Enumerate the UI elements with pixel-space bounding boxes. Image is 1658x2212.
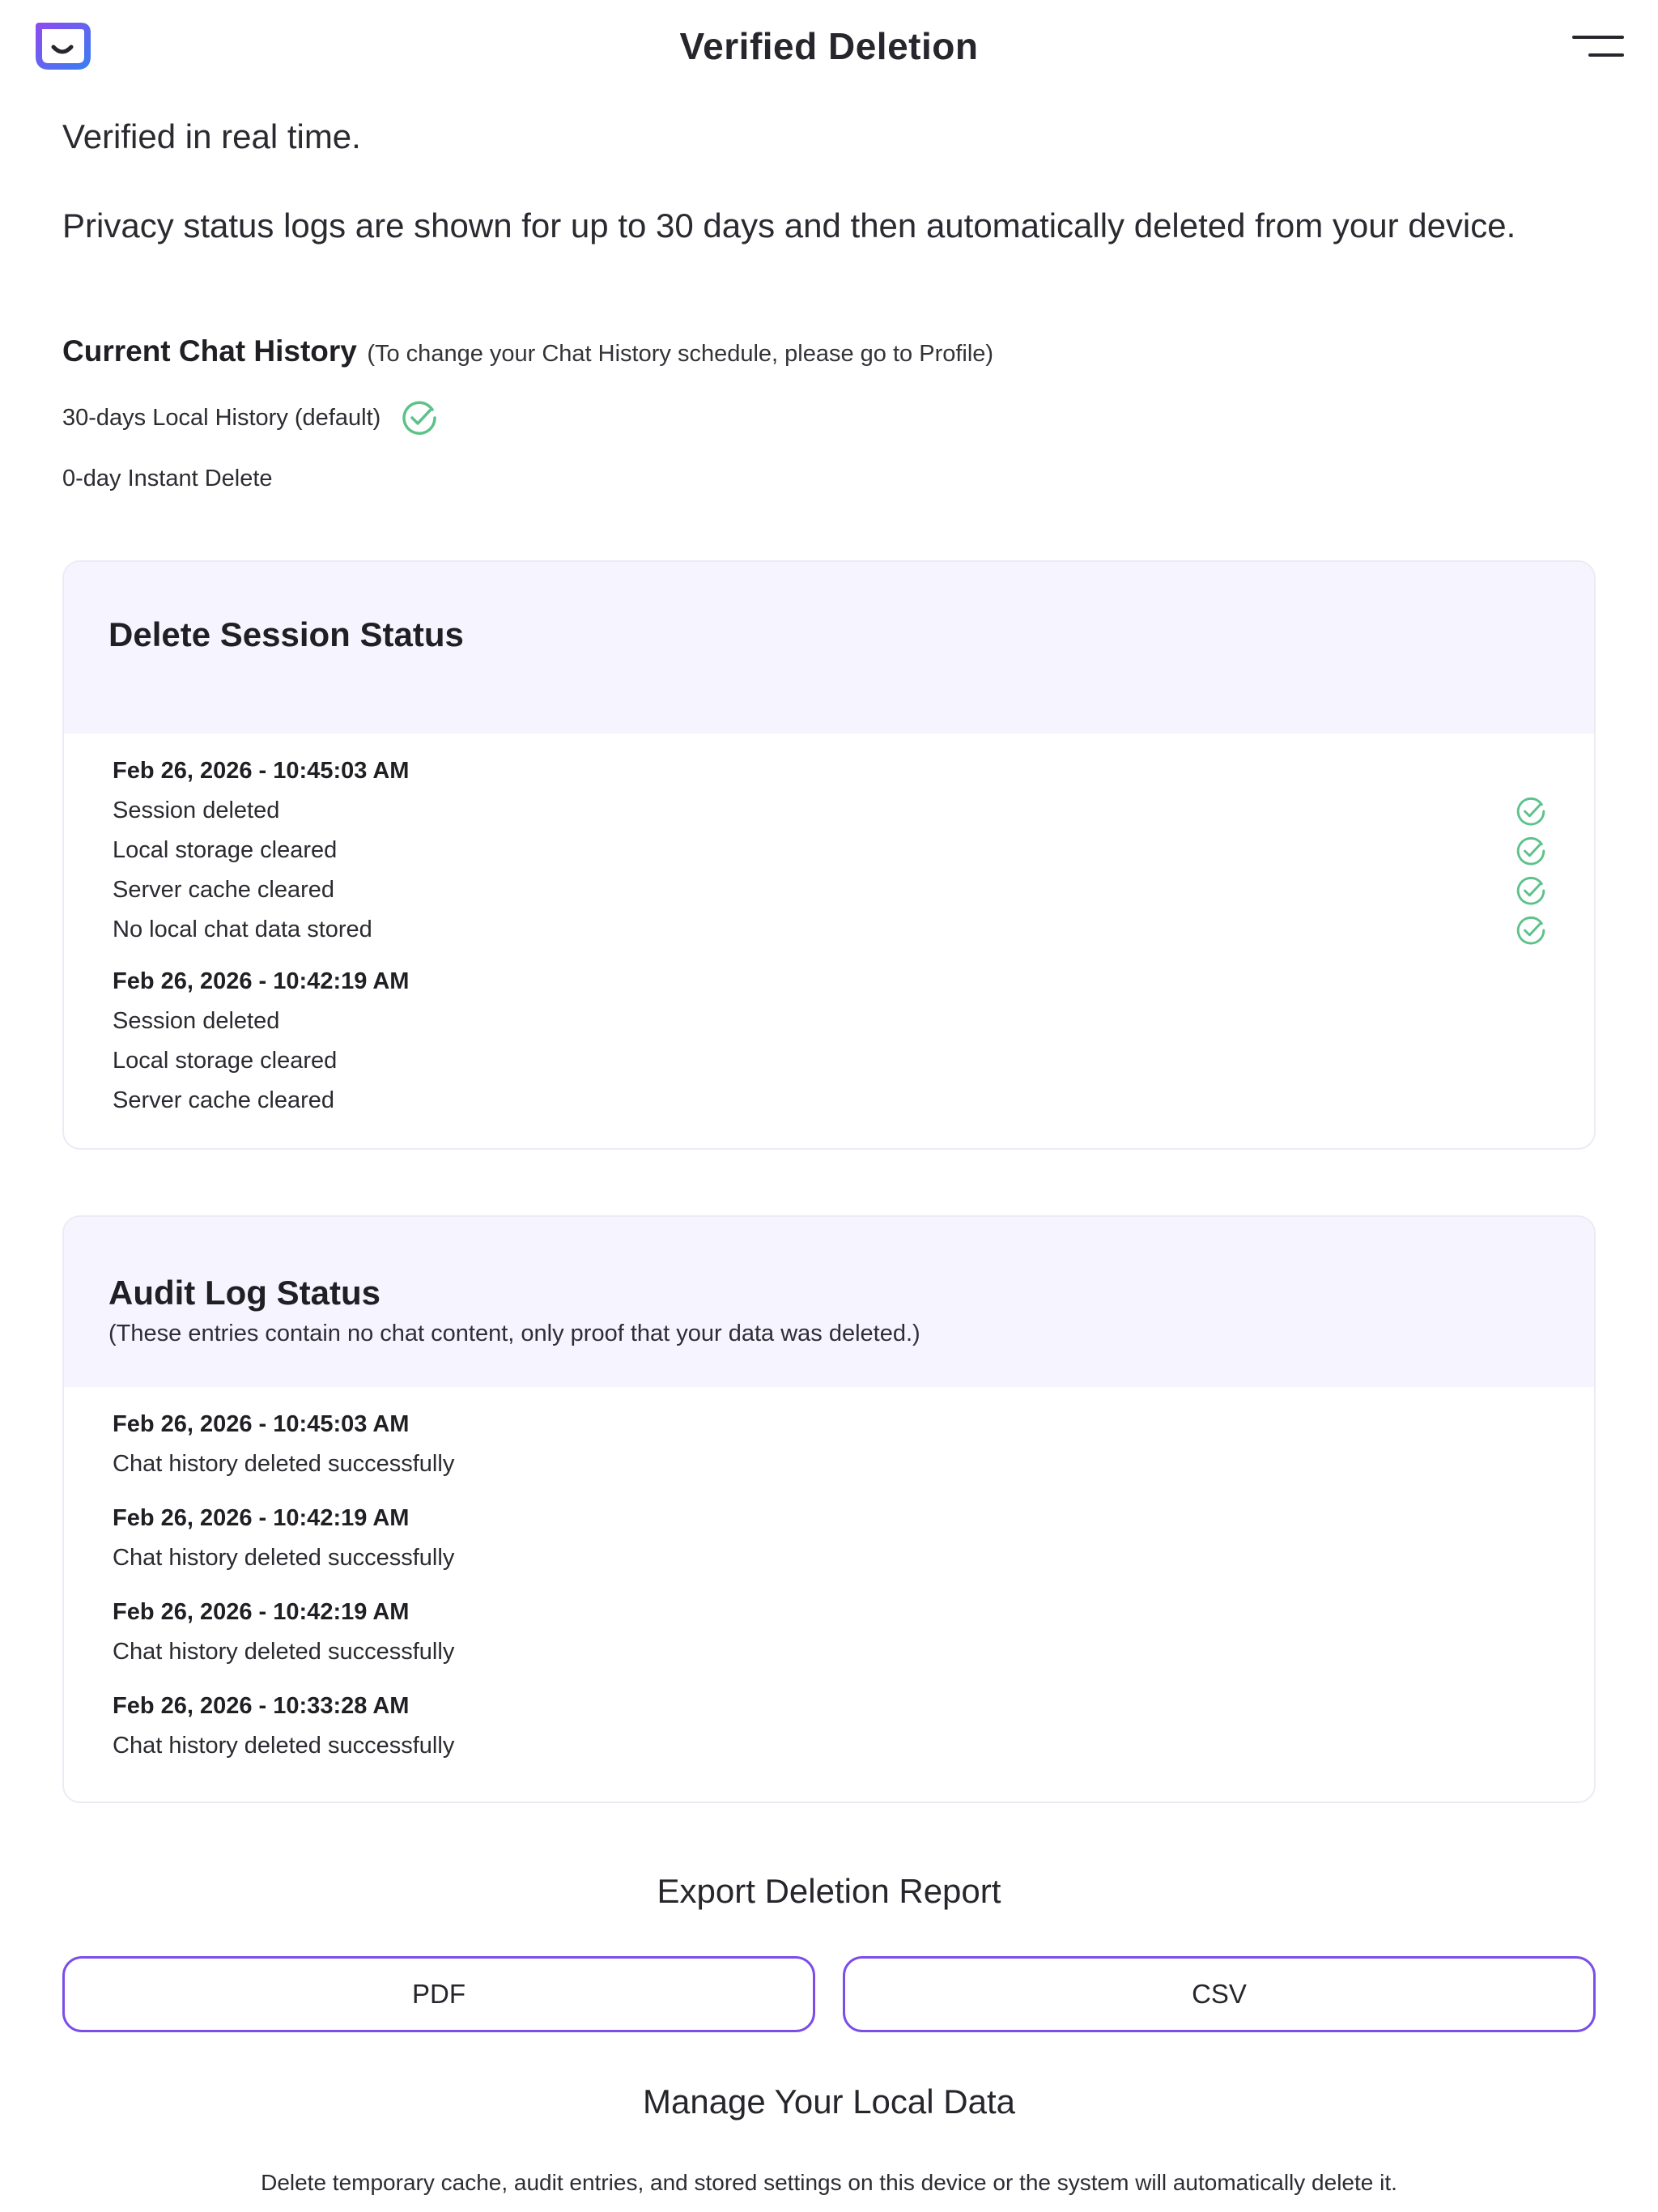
check-circle-icon (1515, 914, 1547, 946)
session-item-label: Session deleted (113, 798, 280, 823)
audit-entry (113, 1405, 1547, 1484)
page-title: Verified Deletion (679, 25, 979, 67)
chat-history-note: (To change your Chat History schedule, please go to Profile) (367, 341, 994, 367)
audit-message: Chat history deleted successfully (113, 1545, 455, 1571)
app-header (0, 0, 1658, 97)
audit-timestamp: Feb 26, 2026 - 10:45:03 AM (113, 1411, 410, 1437)
export-report-title: Export Deletion Report (657, 1872, 1001, 1910)
audit-message: Chat history deleted successfully (113, 1639, 455, 1665)
manage-data-description: Delete temporary cache, audit entries, and stored settings on this device or the system will automatically delete it. (261, 2170, 1397, 2195)
menu-icon[interactable] (1572, 32, 1624, 62)
check-circle-icon (1515, 795, 1547, 827)
session-item-label: Server cache cleared (113, 1087, 335, 1113)
audit-log-header (64, 1217, 1594, 1387)
session-timestamp: Feb 26, 2026 - 10:45:03 AM (113, 758, 410, 784)
chat-history-title: Current Chat History (62, 334, 357, 368)
session-item-label: Local storage cleared (113, 837, 338, 863)
audit-timestamp: Feb 26, 2026 - 10:42:19 AM (113, 1505, 410, 1531)
option-0-day-instant-delete[interactable] (62, 466, 273, 492)
delete-session-title: Delete Session Status (108, 615, 464, 653)
check-circle-icon (1515, 874, 1547, 907)
session-group (113, 751, 1547, 950)
audit-timestamp: Feb 26, 2026 - 10:33:28 AM (113, 1693, 410, 1719)
check-circle-icon (1515, 835, 1547, 867)
export-csv-button[interactable]: CSV (843, 1956, 1596, 2032)
session-item-label: Local storage cleared (113, 1048, 338, 1074)
audit-entry (113, 1593, 1547, 1672)
session-item-label: Session deleted (113, 1008, 280, 1034)
check-circle-icon (400, 398, 439, 437)
session-item (113, 791, 1547, 831)
option-label: 0-day Instant Delete (62, 466, 273, 491)
audit-log-card (62, 1215, 1596, 1803)
audit-log-subtitle: (These entries contain no chat content, only proof that your data was deleted.) (108, 1321, 920, 1346)
session-timestamp: Feb 26, 2026 - 10:42:19 AM (113, 968, 410, 994)
audit-message: Chat history deleted successfully (113, 1733, 455, 1759)
delete-session-header (64, 562, 1594, 734)
session-group (113, 962, 1547, 1121)
audit-log-title: Audit Log Status (108, 1274, 380, 1312)
intro-retention-text: Privacy status logs are shown for up to 30 days and then automatically deleted from your device. (62, 206, 1516, 245)
session-item (113, 1041, 1547, 1081)
intro-realtime-text: Verified in real time. (62, 117, 361, 155)
delete-session-card (62, 560, 1596, 1150)
session-item (113, 1081, 1547, 1121)
session-item (113, 870, 1547, 910)
manage-data-title: Manage Your Local Data (642, 2082, 1015, 2121)
option-label: 30-days Local History (default) (62, 404, 381, 431)
export-pdf-button[interactable]: PDF (62, 1956, 815, 2032)
chat-history-heading (62, 334, 993, 368)
session-item-label: Server cache cleared (113, 877, 335, 903)
audit-message: Chat history deleted successfully (113, 1451, 455, 1477)
option-30-day-history[interactable] (62, 398, 439, 437)
audit-log-body (64, 1387, 1594, 1766)
audit-entry (113, 1499, 1547, 1578)
session-item (113, 1002, 1547, 1041)
audit-entry (113, 1687, 1547, 1766)
session-item-label: No local chat data stored (113, 917, 372, 942)
audit-timestamp: Feb 26, 2026 - 10:42:19 AM (113, 1599, 410, 1625)
session-item (113, 831, 1547, 870)
delete-session-body (64, 734, 1594, 1121)
session-item (113, 910, 1547, 950)
